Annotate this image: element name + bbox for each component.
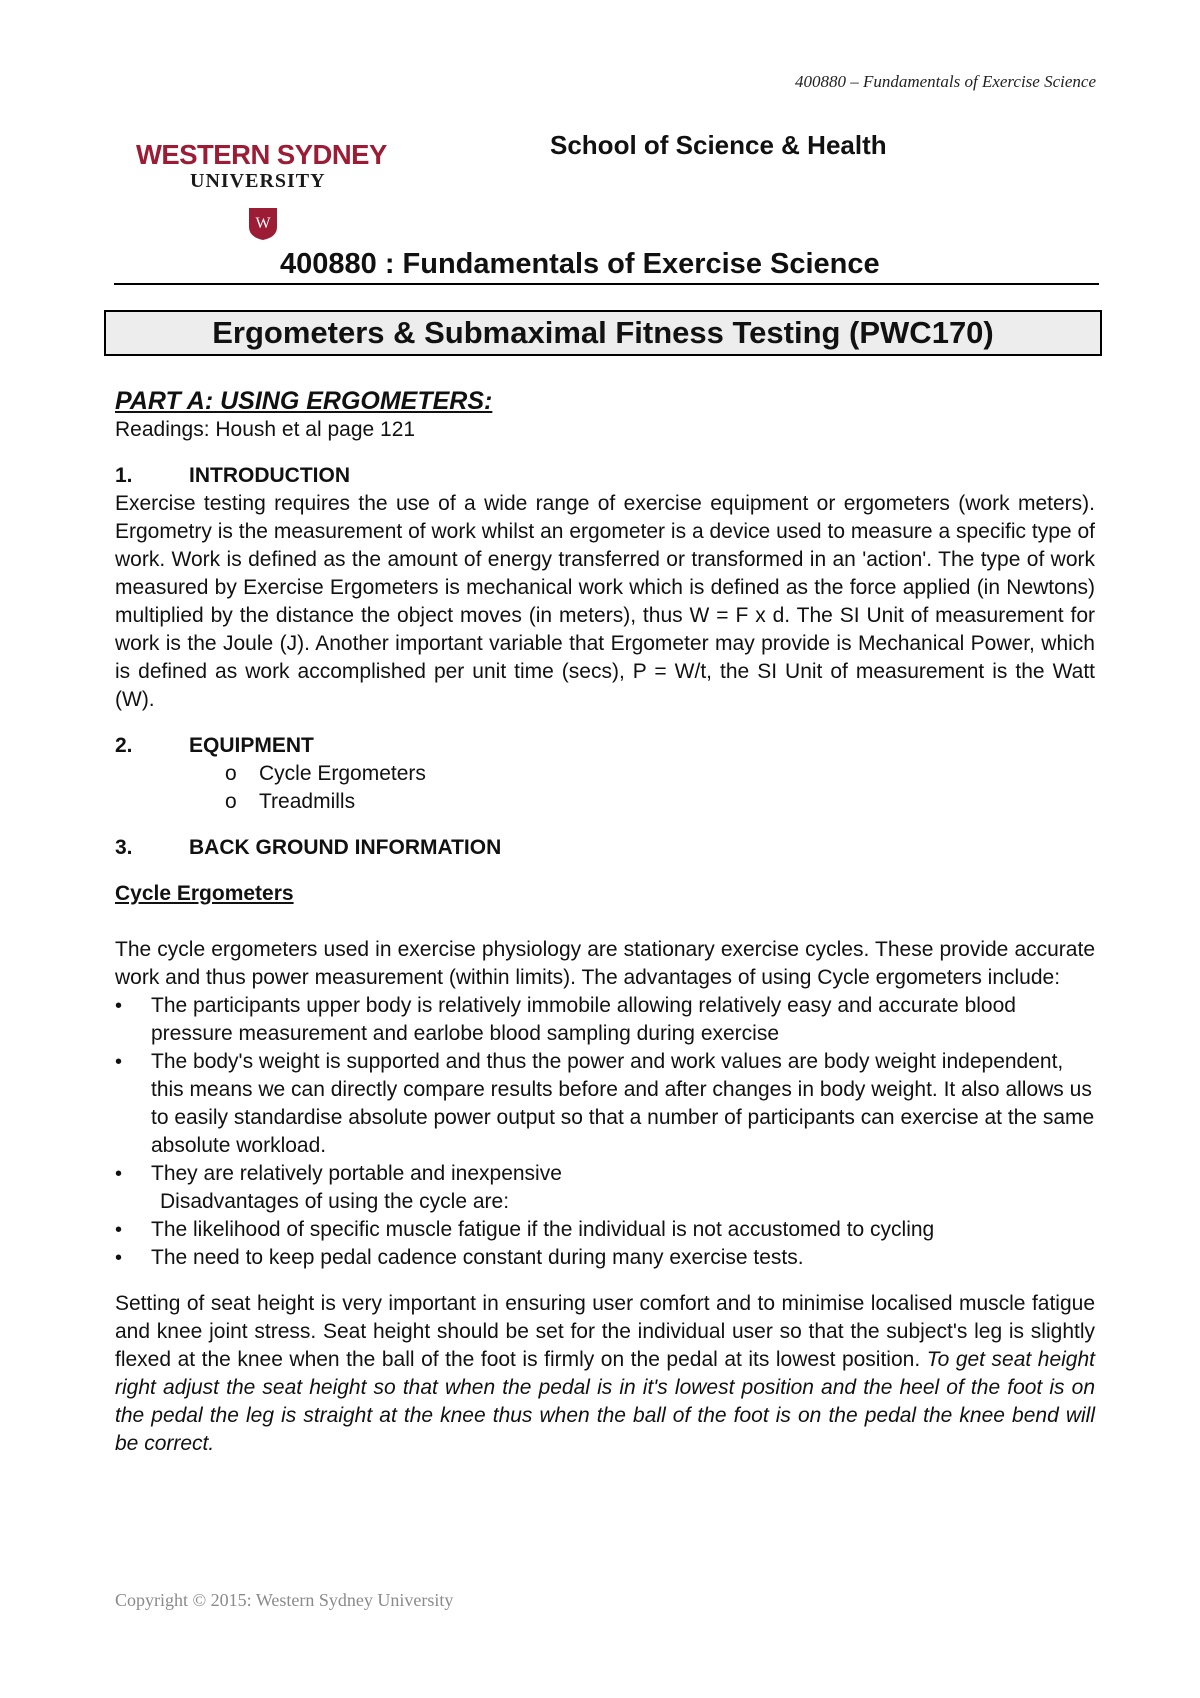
list-item bbox=[115, 1048, 1095, 1160]
equipment-list bbox=[115, 760, 1095, 816]
disadvantages-list bbox=[115, 1216, 1095, 1272]
bullet-icon: • bbox=[115, 1163, 123, 1185]
running-header: 400880 – Fundamentals of Exercise Science bbox=[794, 72, 1096, 91]
list-item bbox=[115, 1160, 1095, 1188]
list-marker: o bbox=[225, 790, 237, 813]
readings-line: Readings: Housh et al page 121 bbox=[115, 418, 416, 441]
list-item-text: Cycle Ergometers bbox=[259, 762, 426, 785]
school-name: School of Science & Health bbox=[550, 130, 887, 160]
seat-height-text: Setting of seat height is very important in ensuring user comfort and to minimise localised muscle fatigue and knee joint stress. Seat height should be set for the individual user so that the subject's leg is slightly flexed at the knee when the ball of the foot is firmly on the pedal at its lowest position. bbox=[115, 1292, 1095, 1371]
section-background-heading bbox=[115, 834, 1095, 862]
list-item-text: The body's weight is supported and thus the power and work values are body weight independent, this means we can directly compare results before and after changes in body weight. It also allows us to easily standardise absolute power output so that a number of participants can exercise at the same absolute workload. bbox=[151, 1050, 1095, 1157]
list-item-text: Treadmills bbox=[259, 790, 356, 813]
list-item bbox=[115, 992, 1095, 1048]
logo-wordmark-line2: UNIVERSITY bbox=[190, 170, 326, 192]
seat-height-instruction: To get seat height right adjust the seat height so that when the pedal is in it's lowest position and the heel of the foot is on the pedal the leg is straight at the knee thus when the ball of the foot is on the pedal the knee bend will be correct. bbox=[115, 1348, 1095, 1455]
disadvantages-label: Disadvantages of using the cycle are: bbox=[160, 1190, 510, 1213]
list-marker: o bbox=[225, 762, 237, 785]
introduction-paragraph: Exercise testing requires the use of a wide range of exercise equipment or ergometers (work meters). Ergometry is the measurement of work whilst an ergometer is a device used to measure a specific type of work. Work is defined as the amount of energy transferred or transformed in an 'action'. The type of work measured by Exercise Ergometers is mechanical work which is defined as the force applied (in Newtons) multiplied by the distance the object moves (in meters), thus W = F x d. The SI Unit of measurement for work is the Joule (J). Another important variable that Ergometer may provide is Mechanical Power, which is defined as work accomplished per unit time (secs), P = W/t, the SI Unit of measurement is the Watt (W). bbox=[115, 492, 1095, 711]
bullet-icon: • bbox=[115, 1219, 123, 1241]
section-title: BACK GROUND INFORMATION bbox=[189, 836, 502, 859]
section-title: EQUIPMENT bbox=[189, 734, 314, 757]
section-number: 1. bbox=[115, 464, 133, 487]
seat-height-paragraph bbox=[115, 1290, 1095, 1458]
list-item bbox=[225, 760, 1095, 788]
lab-title-box: Ergometers & Submaximal Fitness Testing (PWC170) bbox=[104, 310, 1102, 356]
advantages-list bbox=[115, 992, 1095, 1188]
bullet-icon: • bbox=[115, 995, 123, 1017]
section-number: 2. bbox=[115, 734, 133, 757]
university-logo bbox=[136, 139, 406, 232]
part-a-heading: PART A: USING ERGOMETERS: bbox=[115, 387, 493, 415]
section-introduction-heading bbox=[115, 462, 1095, 490]
cycle-ergometers-intro: The cycle ergometers used in exercise physiology are stationary exercise cycles. These provide accurate work and thus power measurement (within limits). The advantages of using Cycle ergometers include: bbox=[115, 938, 1095, 989]
list-item bbox=[225, 788, 1095, 816]
document-body bbox=[115, 386, 1095, 1476]
shield-icon bbox=[248, 207, 278, 241]
shield-letter: W bbox=[255, 215, 271, 232]
bullet-icon: • bbox=[115, 1051, 123, 1073]
list-item-text: They are relatively portable and inexpensive bbox=[151, 1162, 562, 1185]
section-title: INTRODUCTION bbox=[189, 464, 350, 487]
bullet-icon: • bbox=[115, 1247, 123, 1269]
list-item bbox=[115, 1216, 1095, 1244]
list-item-text: The participants upper body is relatively immobile allowing relatively easy and accurate blood pressure measurement and earlobe blood sampling during exercise bbox=[151, 994, 1016, 1045]
title-divider bbox=[114, 283, 1099, 285]
copyright-footer: Copyright © 2015: Western Sydney University bbox=[115, 1590, 454, 1610]
section-equipment-heading bbox=[115, 732, 1095, 760]
list-item-text: The likelihood of specific muscle fatigue if the individual is not accustomed to cycling bbox=[151, 1218, 935, 1241]
logo-wordmark-line1: WESTERN SYDNEY bbox=[136, 139, 387, 170]
list-item bbox=[115, 1244, 1095, 1272]
section-number: 3. bbox=[115, 836, 133, 859]
course-title: 400880 : Fundamentals of Exercise Science bbox=[280, 248, 880, 280]
list-item-text: The need to keep pedal cadence constant during many exercise tests. bbox=[151, 1246, 804, 1269]
cycle-ergometers-subheading: Cycle Ergometers bbox=[115, 882, 294, 905]
